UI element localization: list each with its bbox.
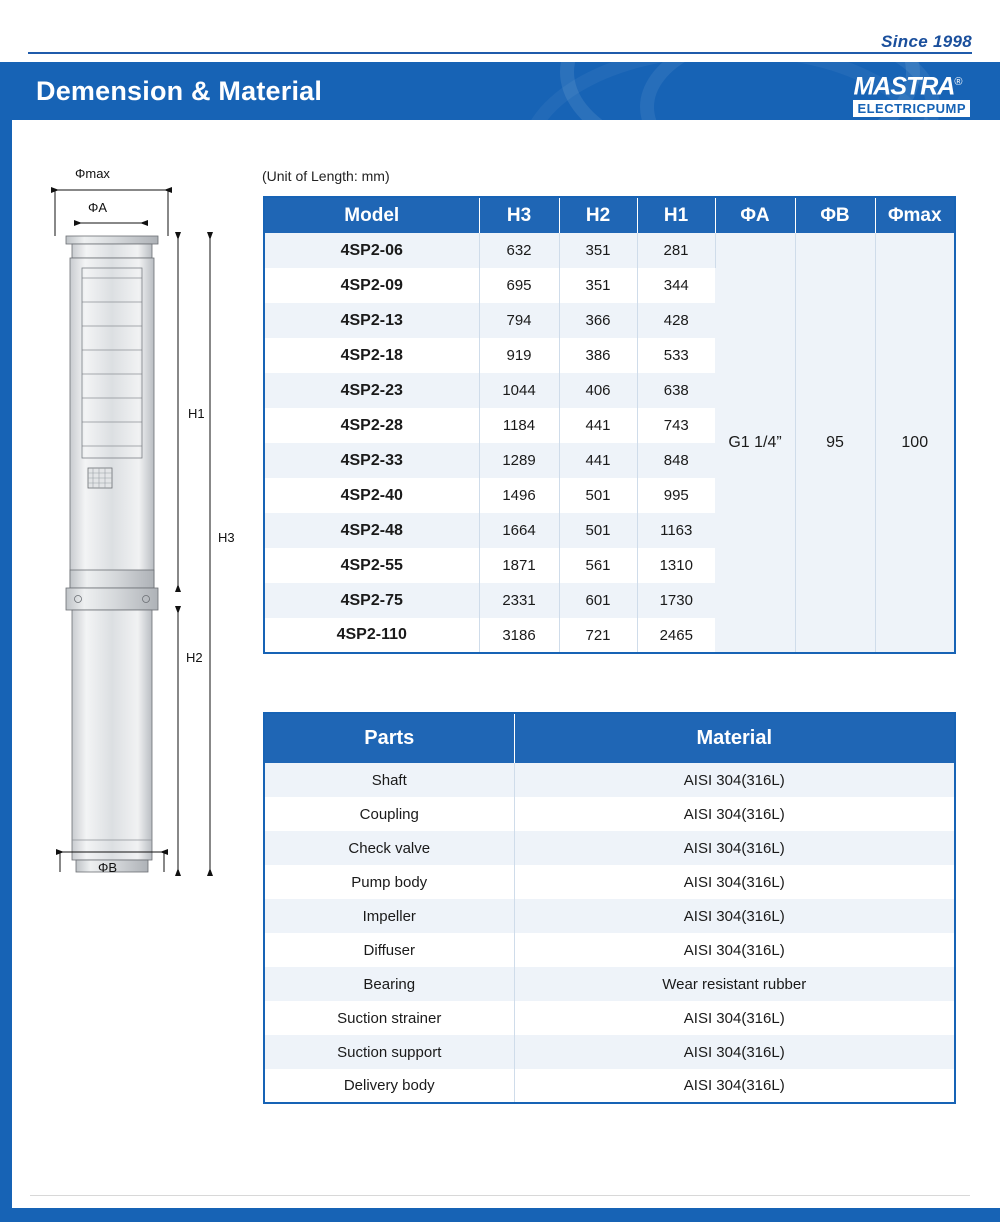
cell-material: AISI 304(316L) — [514, 797, 955, 831]
cell-h3: 2331 — [479, 583, 559, 618]
col-parts: Parts — [264, 713, 514, 763]
cell-h3: 919 — [479, 338, 559, 373]
table-row — [264, 763, 955, 797]
h1-label: H1 — [188, 406, 205, 421]
footer-accent-bar — [0, 1208, 1000, 1222]
table-header-row — [264, 197, 955, 233]
cell-model: 4SP2-09 — [264, 268, 479, 303]
col-phi-max: Φmax — [875, 197, 955, 233]
table-header-row — [264, 713, 955, 763]
phi-b-label: ΦB — [98, 860, 118, 875]
cell-h1: 428 — [637, 303, 715, 338]
cell-h3: 1496 — [479, 478, 559, 513]
cell-model: 4SP2-40 — [264, 478, 479, 513]
cell-h2: 441 — [559, 408, 637, 443]
cell-h2: 501 — [559, 513, 637, 548]
table-row — [264, 1069, 955, 1103]
cell-material: AISI 304(316L) — [514, 899, 955, 933]
since-label: Since 1998 — [881, 32, 972, 51]
col-h2: H2 — [559, 197, 637, 233]
cell-h2: 406 — [559, 373, 637, 408]
cell-h1: 1730 — [637, 583, 715, 618]
cell-h2: 561 — [559, 548, 637, 583]
cell-h1: 1163 — [637, 513, 715, 548]
cell-h1: 533 — [637, 338, 715, 373]
col-phi-a: ΦA — [715, 197, 795, 233]
cell-part: Suction support — [264, 1035, 514, 1069]
cell-h3: 794 — [479, 303, 559, 338]
cell-model: 4SP2-28 — [264, 408, 479, 443]
col-h1: H1 — [637, 197, 715, 233]
cell-phi-b: 95 — [795, 233, 875, 653]
cell-h3: 1664 — [479, 513, 559, 548]
cell-material: AISI 304(316L) — [514, 865, 955, 899]
cell-material: AISI 304(316L) — [514, 1001, 955, 1035]
cell-part: Pump body — [264, 865, 514, 899]
cell-part: Bearing — [264, 967, 514, 1001]
cell-h3: 632 — [479, 233, 559, 268]
cell-h2: 366 — [559, 303, 637, 338]
logo-wordmark-text: MASTRA — [853, 72, 955, 101]
cell-h3: 3186 — [479, 618, 559, 653]
cell-h2: 386 — [559, 338, 637, 373]
cell-h2: 441 — [559, 443, 637, 478]
table-row — [264, 797, 955, 831]
h3-label: H3 — [218, 530, 235, 545]
cell-material: AISI 304(316L) — [514, 1069, 955, 1103]
cell-model: 4SP2-110 — [264, 618, 479, 653]
cell-model: 4SP2-23 — [264, 373, 479, 408]
cell-part: Delivery body — [264, 1069, 514, 1103]
cell-h1: 281 — [637, 233, 715, 268]
cell-part: Impeller — [264, 899, 514, 933]
cell-phi-max: 100 — [875, 233, 955, 653]
cell-part: Check valve — [264, 831, 514, 865]
col-h3: H3 — [479, 197, 559, 233]
logo-subtitle: ELECTRICPUMP — [853, 100, 970, 117]
cell-part: Coupling — [264, 797, 514, 831]
cell-material: Wear resistant rubber — [514, 967, 955, 1001]
cell-h1: 995 — [637, 478, 715, 513]
cell-model: 4SP2-75 — [264, 583, 479, 618]
top-strip — [0, 0, 1000, 62]
cell-h3: 695 — [479, 268, 559, 303]
h2-label: H2 — [186, 650, 203, 665]
table-row — [264, 233, 955, 268]
top-divider-rule — [28, 52, 972, 54]
cell-h3: 1871 — [479, 548, 559, 583]
logo-wordmark — [853, 70, 970, 101]
registered-trademark-icon: ® — [954, 76, 962, 88]
brand-logo — [853, 70, 970, 118]
unit-note: (Unit of Length: mm) — [262, 168, 390, 184]
cell-h2: 501 — [559, 478, 637, 513]
table-row — [264, 865, 955, 899]
cell-h3: 1044 — [479, 373, 559, 408]
cell-h1: 344 — [637, 268, 715, 303]
left-accent-bar — [0, 0, 12, 1222]
cell-model: 4SP2-33 — [264, 443, 479, 478]
table-row — [264, 1001, 955, 1035]
cell-h1: 848 — [637, 443, 715, 478]
cell-h1: 2465 — [637, 618, 715, 653]
cell-h2: 721 — [559, 618, 637, 653]
phi-max-top-label: Φmax — [75, 166, 110, 181]
cell-h1: 743 — [637, 408, 715, 443]
pump-dimension-drawing — [20, 150, 250, 890]
dimension-table — [263, 196, 956, 654]
col-material: Material — [514, 713, 955, 763]
table-row — [264, 933, 955, 967]
table-row — [264, 967, 955, 1001]
table-row — [264, 1035, 955, 1069]
cell-h3: 1289 — [479, 443, 559, 478]
page-title: Demension & Material — [36, 76, 323, 106]
cell-h3: 1184 — [479, 408, 559, 443]
col-model: Model — [264, 197, 479, 233]
cell-part: Shaft — [264, 763, 514, 797]
table-row — [264, 831, 955, 865]
cell-material: AISI 304(316L) — [514, 933, 955, 967]
page-header-band — [0, 62, 1000, 120]
cell-material: AISI 304(316L) — [514, 1035, 955, 1069]
cell-model: 4SP2-55 — [264, 548, 479, 583]
cell-phi-a: G1 1/4” — [715, 233, 795, 653]
cell-model: 4SP2-48 — [264, 513, 479, 548]
cell-model: 4SP2-06 — [264, 233, 479, 268]
col-phi-b: ΦB — [795, 197, 875, 233]
cell-part: Diffuser — [264, 933, 514, 967]
cell-h1: 1310 — [637, 548, 715, 583]
cell-part: Suction strainer — [264, 1001, 514, 1035]
cell-model: 4SP2-18 — [264, 338, 479, 373]
table-row — [264, 899, 955, 933]
cell-material: AISI 304(316L) — [514, 831, 955, 865]
cell-model: 4SP2-13 — [264, 303, 479, 338]
parts-material-table — [263, 712, 956, 1104]
footer-divider-rule — [30, 1195, 970, 1196]
cell-h1: 638 — [637, 373, 715, 408]
phi-a-label: ΦA — [88, 200, 108, 215]
cell-h2: 601 — [559, 583, 637, 618]
cell-h2: 351 — [559, 233, 637, 268]
cell-h2: 351 — [559, 268, 637, 303]
cell-material: AISI 304(316L) — [514, 763, 955, 797]
